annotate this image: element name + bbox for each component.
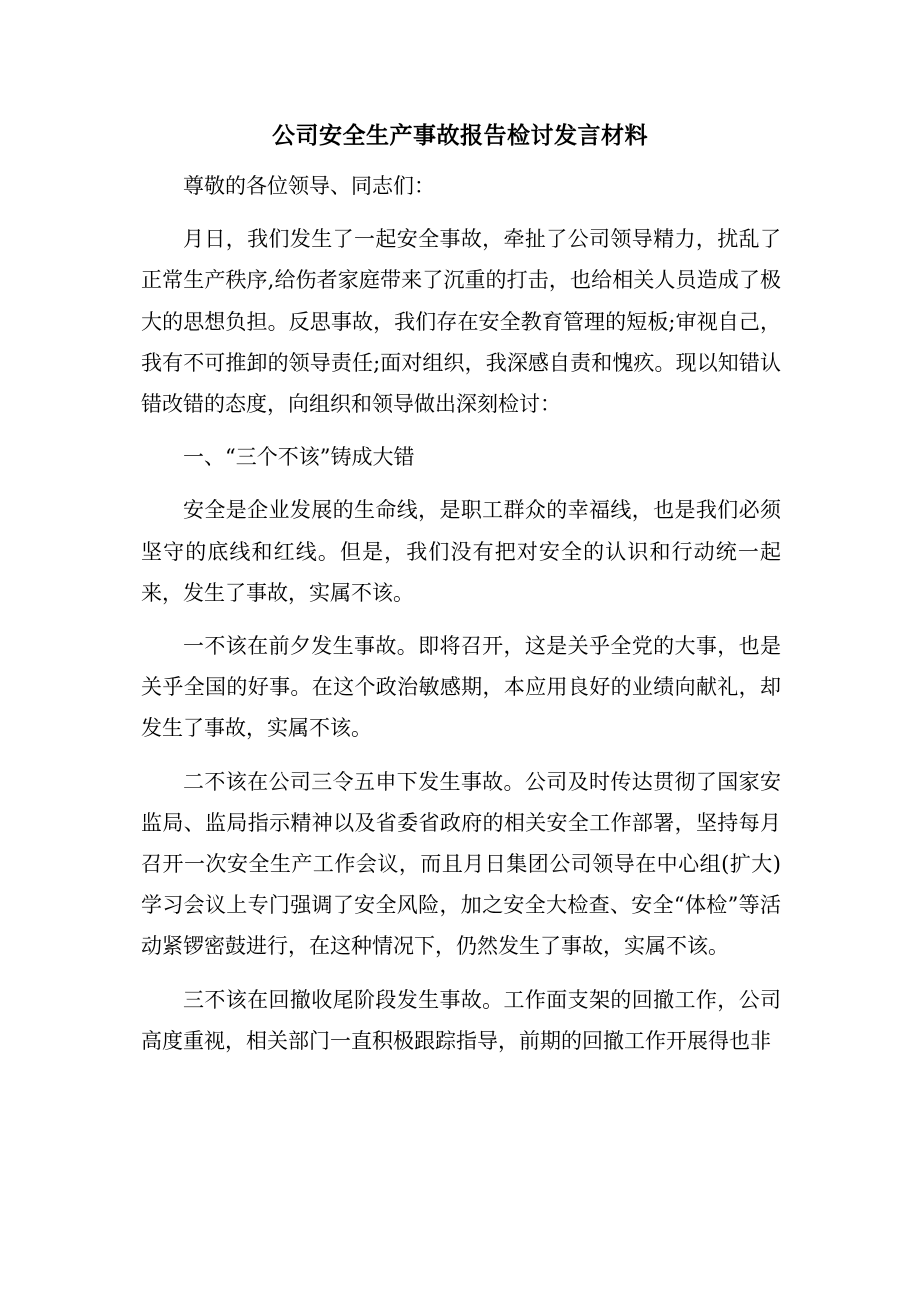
body-paragraph: 一不该在前夕发生事故。即将召开，这是关乎全党的大事，也是关乎全国的好事。在这个政治敏感期，本应用良好的业绩向献礼，却发生了事故，实属不该。	[141, 634, 781, 741]
document-body	[141, 166, 781, 1074]
section-heading: 一、“三个不该”铸成大错	[183, 445, 415, 470]
salutation-paragraph: 尊敬的各位领导、同志们：	[183, 174, 435, 198]
body-paragraph: 二不该在公司三令五申下发生事故。公司及时传达贯彻了国家安监局、监局指示精神以及省委省政府的相关安全工作部署，坚持每月召开一次安全生产工作会议，而且月日集团公司领导在中心组(扩大)学习会议上专门强调了安全风险，加之安全大检查、安全“体检”等活动紧锣密鼓进行，在这种情况下，仍然发生了事故，实属不该。	[141, 769, 781, 959]
document-title: 公司安全生产事故报告检讨发言材料	[272, 122, 648, 149]
body-paragraph: 月日，我们发生了一起安全事故，牵扯了公司领导精力，扰乱了正常生产秩序,给伤者家庭带来了沉重的打击，也给相关人员造成了极大的思想负担。反思事故，我们存在安全教育管理的短板;审视自己，我有不可推卸的领导责任;面对组织，我深感自责和愧疚。现以知错认错改错的态度，向组织和领导做出深刻检讨：	[141, 227, 781, 417]
body-paragraph: 三不该在回撤收尾阶段发生事故。工作面支架的回撤工作，公司高度重视，相关部门一直积极跟踪指导，前期的回撤工作开展得也非	[141, 987, 781, 1053]
body-paragraph: 安全是企业发展的生命线，是职工群众的幸福线，也是我们必须坚守的底线和红线。但是，我们没有把对安全的认识和行动统一起来，发生了事故，实属不该。	[141, 498, 781, 605]
